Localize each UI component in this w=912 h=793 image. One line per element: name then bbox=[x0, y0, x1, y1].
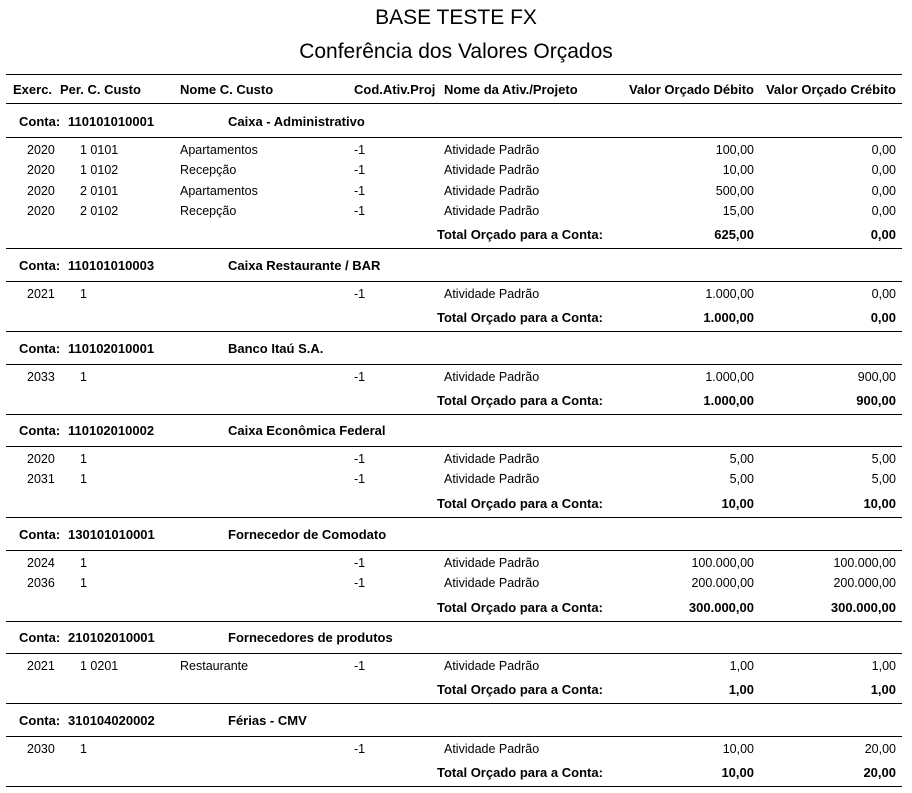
group-end-rule bbox=[6, 517, 902, 518]
table-row bbox=[0, 576, 912, 594]
group-end-rule bbox=[6, 248, 902, 249]
header-top-rule bbox=[6, 74, 902, 75]
account-total-row bbox=[0, 682, 912, 700]
col-header-valor-debito: Valor Orçado Débito bbox=[629, 82, 754, 97]
report-subtitle: Conferência dos Valores Orçados bbox=[299, 40, 613, 63]
group-end-rule bbox=[6, 414, 902, 415]
cell-exerc: 2020 bbox=[27, 183, 55, 198]
total-credit: 0,00 bbox=[870, 227, 896, 243]
cell-valor-debito: 500,00 bbox=[715, 183, 754, 198]
cell-exerc: 2021 bbox=[27, 287, 55, 301]
cell-valor-debito: 1.000,00 bbox=[705, 287, 754, 301]
cell-nome-ativ-projeto: Atividade Padrão bbox=[444, 576, 540, 591]
cell-cod-ativ-proj: -1 bbox=[354, 452, 366, 466]
cell-nome-ativ-projeto: Atividade Padrão bbox=[444, 742, 540, 756]
cell-cod-ativ-proj: -1 bbox=[354, 183, 366, 198]
table-row bbox=[0, 143, 912, 161]
account-number: 310104020002 bbox=[68, 713, 155, 728]
account-rule bbox=[6, 550, 902, 551]
cell-valor-credito: 0,00 bbox=[871, 203, 896, 218]
cell-valor-debito: 10,00 bbox=[722, 163, 754, 178]
account-total-row bbox=[0, 765, 912, 783]
total-credit: 0,00 bbox=[870, 310, 896, 326]
account-name: Fornecedor de Comodato bbox=[228, 527, 387, 542]
total-debit: 625,00 bbox=[714, 227, 754, 243]
cell-valor-credito: 5,00 bbox=[871, 472, 896, 487]
cell-valor-debito: 100,00 bbox=[715, 143, 754, 157]
table-row bbox=[0, 370, 912, 388]
col-header-cod-ativ-proj: Cod.Ativ.Proj bbox=[354, 82, 436, 97]
table-row bbox=[0, 452, 912, 470]
account-label: Conta: bbox=[19, 630, 61, 645]
cell-valor-debito: 5,00 bbox=[729, 472, 754, 487]
account-name: Caixa Restaurante / BAR bbox=[228, 258, 381, 273]
cell-cod-ativ-proj: -1 bbox=[354, 576, 366, 591]
account-total-row bbox=[0, 393, 912, 411]
total-debit: 1.000,00 bbox=[703, 310, 754, 326]
col-header-nome-ativ-projeto: Nome da Ativ./Projeto bbox=[444, 82, 578, 97]
col-header-per-c-custo: Per. C. Custo bbox=[60, 82, 141, 97]
cell-cod-ativ-proj: -1 bbox=[354, 163, 366, 178]
account-rule bbox=[6, 364, 902, 365]
account-rule bbox=[6, 137, 902, 138]
account-number: 130101010001 bbox=[68, 527, 155, 542]
cell-nome-ativ-projeto: Atividade Padrão bbox=[444, 163, 540, 178]
col-header-valor-credito: Valor Orçado Crébito bbox=[765, 82, 896, 97]
table-row bbox=[0, 287, 912, 305]
cell-exerc: 2020 bbox=[27, 143, 55, 157]
cell-exerc: 2030 bbox=[27, 742, 55, 756]
cell-valor-credito: 0,00 bbox=[871, 183, 896, 198]
table-row bbox=[0, 204, 912, 222]
header-bottom-rule bbox=[6, 103, 902, 104]
cell-exerc: 2036 bbox=[27, 576, 55, 591]
cell-nome-ativ-projeto: Atividade Padrão bbox=[444, 659, 540, 673]
cell-valor-credito: 100.000,00 bbox=[833, 556, 896, 570]
cell-valor-credito: 20,00 bbox=[864, 742, 896, 756]
cell-cod-ativ-proj: -1 bbox=[354, 556, 366, 570]
account-name: Fornecedores de produtos bbox=[228, 630, 393, 645]
cell-exerc: 2031 bbox=[27, 472, 55, 487]
cell-cod-ativ-proj: -1 bbox=[354, 203, 366, 218]
cell-nome-c-custo: Apartamentos bbox=[180, 143, 258, 157]
table-row bbox=[0, 163, 912, 181]
total-debit: 1,00 bbox=[728, 682, 754, 698]
account-label: Conta: bbox=[19, 527, 61, 542]
account-name: Banco Itaú S.A. bbox=[228, 341, 324, 356]
cell-exerc: 2020 bbox=[27, 203, 55, 218]
cell-valor-debito: 1,00 bbox=[729, 659, 754, 673]
cell-valor-debito: 200.000,00 bbox=[691, 576, 754, 591]
cell-cod-ativ-proj: -1 bbox=[354, 143, 366, 157]
account-number: 210102010001 bbox=[68, 630, 155, 645]
cell-valor-credito: 5,00 bbox=[871, 452, 896, 466]
cell-valor-debito: 100.000,00 bbox=[691, 556, 754, 570]
cell-nome-ativ-projeto: Atividade Padrão bbox=[444, 472, 540, 487]
cell-per-c-custo: 1 0201 bbox=[80, 659, 119, 673]
cell-per-c-custo: 1 bbox=[80, 556, 87, 570]
account-label: Conta: bbox=[19, 713, 61, 728]
account-rule bbox=[6, 736, 902, 737]
total-credit: 20,00 bbox=[863, 765, 896, 781]
cell-per-c-custo: 1 0102 bbox=[80, 163, 119, 178]
total-debit: 300.000,00 bbox=[688, 599, 754, 615]
cell-valor-debito: 15,00 bbox=[722, 203, 754, 218]
account-name: Férias - CMV bbox=[228, 713, 307, 728]
cell-exerc: 2020 bbox=[27, 452, 55, 466]
group-end-rule bbox=[6, 621, 902, 622]
account-total-row bbox=[0, 310, 912, 328]
account-number: 110102010002 bbox=[68, 423, 155, 438]
total-label: Total Orçado para a Conta: bbox=[437, 765, 603, 781]
col-header-exerc: Exerc. bbox=[13, 82, 53, 97]
cell-valor-debito: 1.000,00 bbox=[705, 370, 754, 384]
cell-valor-debito: 10,00 bbox=[722, 742, 754, 756]
cell-cod-ativ-proj: -1 bbox=[354, 472, 366, 487]
table-row bbox=[0, 556, 912, 574]
total-credit: 1,00 bbox=[870, 682, 896, 698]
account-number: 110102010001 bbox=[68, 341, 155, 356]
account-name: Caixa - Administrativo bbox=[228, 114, 365, 129]
cell-per-c-custo: 1 bbox=[80, 742, 87, 756]
total-label: Total Orçado para a Conta: bbox=[437, 227, 603, 243]
table-row bbox=[0, 742, 912, 760]
cell-valor-credito: 900,00 bbox=[857, 370, 896, 384]
total-label: Total Orçado para a Conta: bbox=[437, 599, 603, 615]
account-number: 110101010001 bbox=[68, 114, 155, 129]
report-title: BASE TESTE FX bbox=[375, 6, 537, 29]
total-credit: 900,00 bbox=[856, 393, 896, 409]
cell-valor-debito: 5,00 bbox=[729, 452, 754, 466]
table-row bbox=[0, 184, 912, 202]
account-rule bbox=[6, 281, 902, 282]
total-debit: 10,00 bbox=[721, 765, 754, 781]
total-label: Total Orçado para a Conta: bbox=[437, 310, 603, 326]
cell-nome-ativ-projeto: Atividade Padrão bbox=[444, 203, 540, 218]
group-end-rule bbox=[6, 331, 902, 332]
total-label: Total Orçado para a Conta: bbox=[437, 682, 603, 698]
cell-cod-ativ-proj: -1 bbox=[354, 742, 366, 756]
cell-nome-ativ-projeto: Atividade Padrão bbox=[444, 556, 540, 570]
cell-per-c-custo: 1 bbox=[80, 370, 87, 384]
cell-exerc: 2033 bbox=[27, 370, 55, 384]
cell-valor-credito: 1,00 bbox=[871, 659, 896, 673]
group-end-rule bbox=[6, 703, 902, 704]
cell-valor-credito: 0,00 bbox=[871, 143, 896, 157]
cell-nome-c-custo: Restaurante bbox=[180, 659, 249, 673]
cell-cod-ativ-proj: -1 bbox=[354, 370, 366, 384]
cell-per-c-custo: 2 0102 bbox=[80, 203, 119, 218]
cell-exerc: 2020 bbox=[27, 163, 55, 178]
cell-nome-c-custo: Recepção bbox=[180, 163, 237, 178]
cell-nome-c-custo: Recepção bbox=[180, 203, 237, 218]
cell-per-c-custo: 1 bbox=[80, 576, 87, 591]
account-name: Caixa Econômica Federal bbox=[228, 423, 386, 438]
cell-per-c-custo: 1 bbox=[80, 472, 87, 487]
account-label: Conta: bbox=[19, 341, 61, 356]
account-label: Conta: bbox=[19, 423, 61, 438]
cell-exerc: 2021 bbox=[27, 659, 55, 673]
cell-nome-ativ-projeto: Atividade Padrão bbox=[444, 287, 540, 301]
total-debit: 10,00 bbox=[721, 495, 754, 511]
group-end-rule bbox=[6, 786, 902, 787]
total-credit: 10,00 bbox=[863, 495, 896, 511]
cell-per-c-custo: 1 bbox=[80, 287, 87, 301]
cell-per-c-custo: 2 0101 bbox=[80, 183, 119, 198]
total-label: Total Orçado para a Conta: bbox=[437, 495, 603, 511]
col-header-nome-c-custo: Nome C. Custo bbox=[180, 82, 274, 97]
cell-valor-credito: 0,00 bbox=[871, 287, 896, 301]
cell-valor-credito: 0,00 bbox=[871, 163, 896, 178]
table-row bbox=[0, 659, 912, 677]
account-total-row bbox=[0, 227, 912, 245]
account-total-row bbox=[0, 496, 912, 514]
cell-per-c-custo: 1 bbox=[80, 452, 87, 466]
cell-per-c-custo: 1 0101 bbox=[80, 143, 119, 157]
cell-nome-ativ-projeto: Atividade Padrão bbox=[444, 143, 540, 157]
cell-cod-ativ-proj: -1 bbox=[354, 659, 366, 673]
account-rule bbox=[6, 446, 902, 447]
cell-nome-ativ-projeto: Atividade Padrão bbox=[444, 183, 540, 198]
cell-cod-ativ-proj: -1 bbox=[354, 287, 366, 301]
table-row bbox=[0, 472, 912, 490]
account-total-row bbox=[0, 600, 912, 618]
total-debit: 1.000,00 bbox=[703, 393, 754, 409]
cell-nome-ativ-projeto: Atividade Padrão bbox=[444, 452, 540, 466]
cell-exerc: 2024 bbox=[27, 556, 55, 570]
account-rule bbox=[6, 653, 902, 654]
cell-nome-ativ-projeto: Atividade Padrão bbox=[444, 370, 540, 384]
cell-valor-credito: 200.000,00 bbox=[833, 576, 896, 591]
account-number: 110101010003 bbox=[68, 258, 155, 273]
total-label: Total Orçado para a Conta: bbox=[437, 393, 603, 409]
total-credit: 300.000,00 bbox=[830, 599, 896, 615]
account-label: Conta: bbox=[19, 114, 61, 129]
cell-nome-c-custo: Apartamentos bbox=[180, 183, 258, 198]
account-label: Conta: bbox=[19, 258, 61, 273]
